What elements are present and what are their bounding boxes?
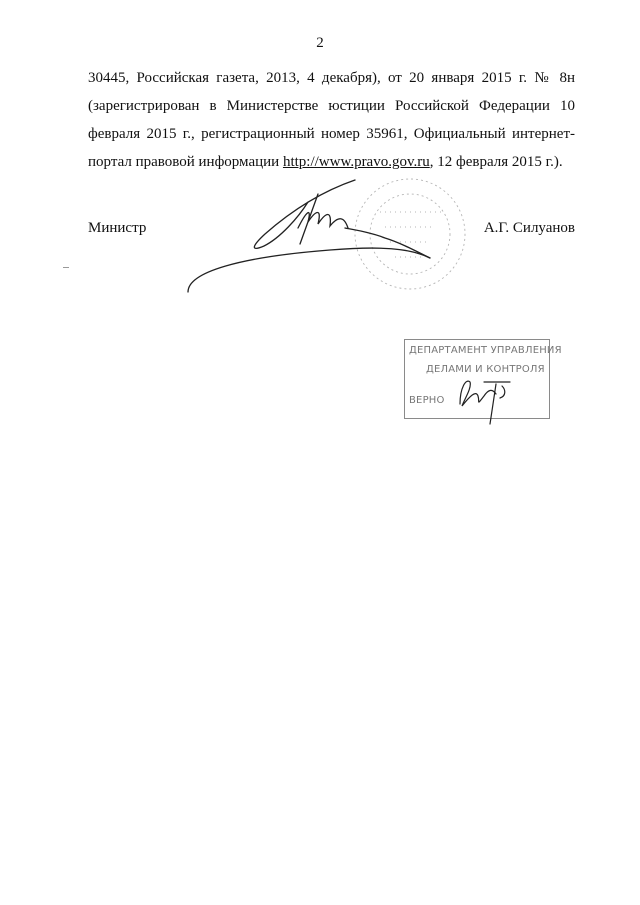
signatory-title: Министр	[88, 220, 147, 236]
stamp-line-3: ВЕРНО	[409, 395, 445, 406]
body-line-2: (зарегистрирован в Министерстве юстиции Российской Федерации 10	[88, 98, 575, 114]
seal-and-signature	[180, 172, 490, 312]
stamp-signature-icon	[440, 366, 520, 426]
margin-mark	[63, 267, 69, 268]
pravo-link[interactable]: http://www.pravo.gov.ru	[282, 154, 430, 170]
document-body	[88, 64, 575, 176]
stamp-line-1: ДЕПАРТАМЕНТ УПРАВЛЕНИЯ	[409, 345, 562, 356]
stamp-line-2: ДЕЛАМИ И КОНТРОЛЯ	[426, 364, 545, 375]
page-number: 2	[316, 35, 324, 51]
body-line-1: 30445, Российская газета, 2013, 4 декабря), от 20 января 2015 г. № 8н	[88, 70, 575, 86]
signatory-name: А.Г. Силуанов	[483, 220, 575, 236]
body-line-4-tail: , 12 февраля 2015 г.).	[429, 154, 563, 170]
body-line-4-text: портал правовой информации	[88, 154, 283, 170]
body-line-3: февраля 2015 г., регистрационный номер 35961, Официальный интернет-	[88, 126, 575, 142]
minister-signature-icon	[188, 180, 430, 292]
